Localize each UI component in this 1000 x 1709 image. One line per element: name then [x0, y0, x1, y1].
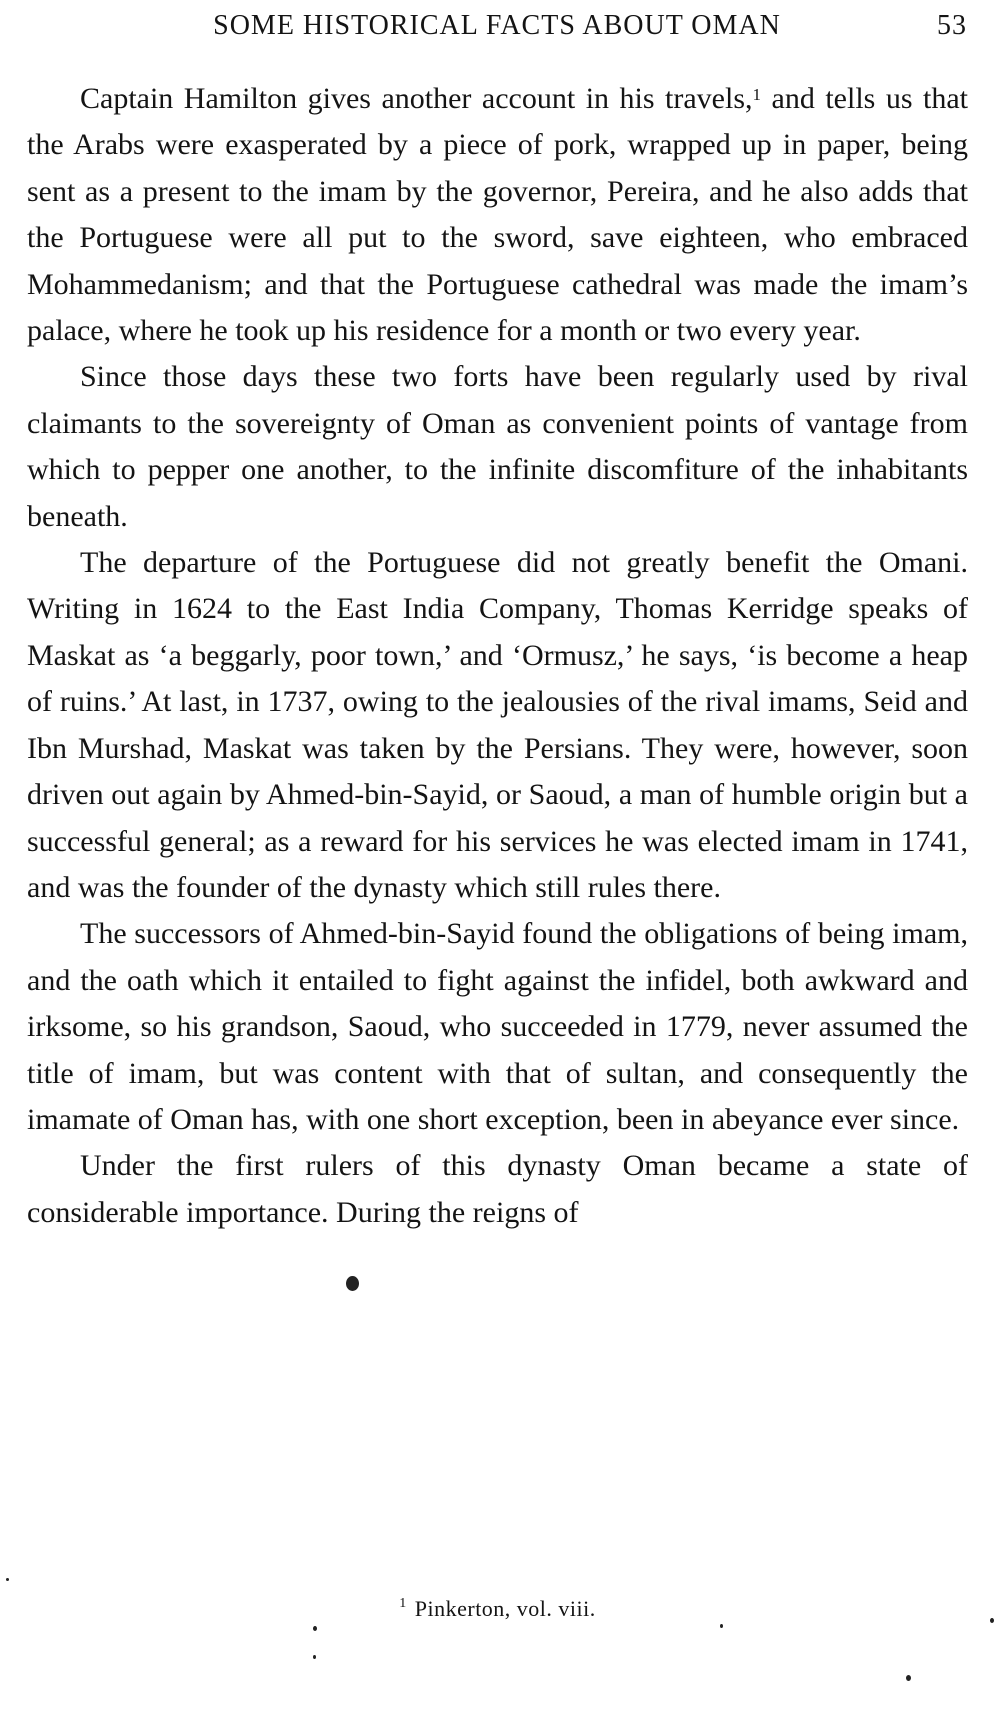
ink-speck	[720, 1624, 723, 1628]
paragraph-4: The successors of Ahmed-bin-Sayid found the obligations of being imam, and the oath which it entailed to fight against the infidel, both awkward and irksome, so his grandson, Saoud, who succeeded in 1779, never assumed the title of imam, but was content with that of sultan, and consequently the imamate of Oman has, with one short exception, been in abeyance ever since.	[27, 917, 968, 1136]
paragraph-5: Under the first rulers of this dynasty Oman became a state of considerable importance. During the reigns of	[27, 1149, 968, 1229]
ink-speck	[906, 1675, 911, 1681]
footnote-text: Pinkerton, vol. viii.	[414, 1596, 596, 1621]
paragraph-1-text: Captain Hamilton gives another account in his travels,	[80, 82, 753, 115]
page-number: 53	[937, 10, 967, 41]
footnote	[27, 1596, 968, 1622]
paragraph-2: Since those days these two forts have been regularly used by rival claimants to the sovereignty of Oman as convenient points of vantage from which to pepper one another, to the infinite discomfiture of the inhabitants beneath.	[27, 360, 968, 533]
running-title: SOME HISTORICAL FACTS ABOUT OMAN	[213, 10, 781, 41]
body-text	[27, 76, 968, 1236]
paragraph-3: The departure of the Portuguese did not greatly benefit the Omani. Writing in 1624 to the East India Company, Thomas Kerridge speaks of Maskat as ‘a beggarly, poor town,’ and ‘Ormusz,’ he says, ‘is become a heap of ruins.’ At last, in 1737, owing to the jealousies of the rival imams, Seid and Ibn Murshad, Maskat was taken by the Persians. They were, however, soon driven out again by Ahmed-bin-Sayid, or Saoud, a man of humble origin but a successful general; as a reward for his services he was elected imam in 1741, and was the founder of the dynasty which still rules there.	[27, 546, 968, 904]
ink-blot	[346, 1276, 359, 1291]
paragraph-1-continuation: and tells us that the Arabs were exasperated by a piece of pork, wrapped up in paper, being sent as a present to the imam by the governor, Pereira, and he also adds that the Portuguese were all put to the sword, save eighteen, who embraced Mohammedanism; and that the Portuguese cathedral was made the imam’s palace, where he took up his residence for a month or two every year.	[27, 82, 968, 348]
ink-speck	[313, 1626, 317, 1631]
footnote-reference: 1	[752, 85, 762, 104]
ink-speck	[6, 1578, 9, 1581]
ink-speck	[990, 1618, 994, 1623]
footnote-marker: 1	[399, 1596, 407, 1611]
ink-speck	[313, 1655, 316, 1659]
paragraph-1	[27, 76, 968, 354]
running-head	[27, 10, 967, 50]
